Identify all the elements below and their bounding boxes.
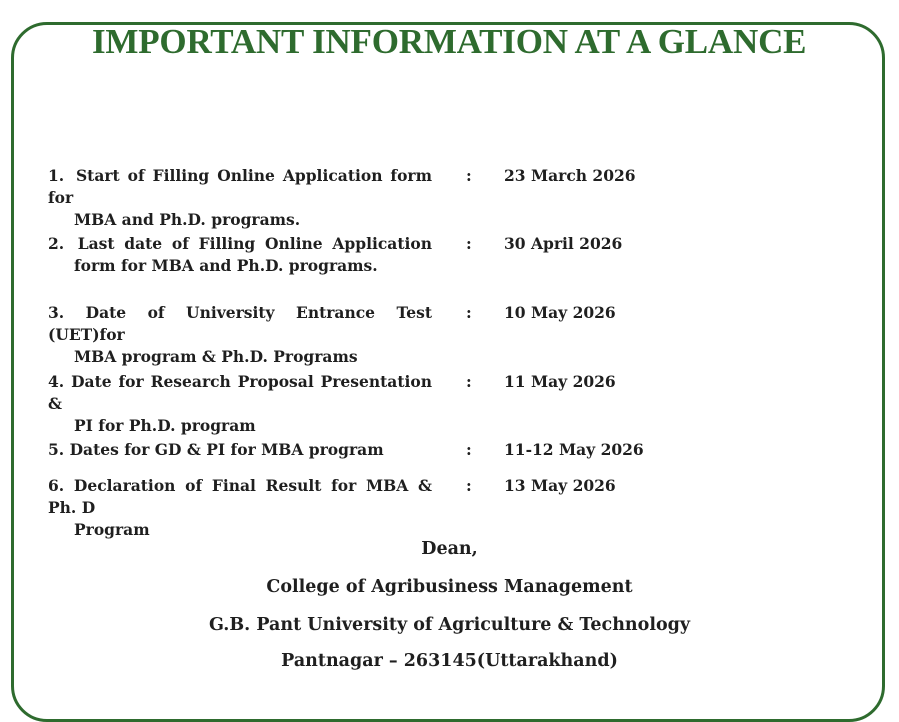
item-text-line1: Dates for GD & PI for MBA program — [69, 440, 384, 459]
item-text-line2: PI for Ph.D. program — [74, 416, 256, 435]
page-title: IMPORTANT INFORMATION AT A GLANCE — [92, 22, 807, 61]
item-number: 3. — [48, 303, 65, 322]
item-text-line1: Date for Research Proposal Presentation & — [48, 372, 432, 413]
info-item-label — [48, 371, 432, 437]
info-item-label — [48, 165, 432, 231]
separator-colon: : — [466, 303, 472, 322]
item-number: 6. — [48, 476, 65, 495]
info-item-label — [48, 475, 432, 541]
separator-colon: : — [466, 166, 472, 185]
footer-address: Pantnagar – 263145(Uttarakhand) — [281, 651, 618, 671]
info-item-label-line1 — [48, 439, 432, 461]
item-date: 11 May 2026 — [504, 372, 616, 391]
separator-colon: : — [466, 234, 472, 253]
info-item-label-line1 — [48, 475, 432, 519]
item-number: 5. — [48, 440, 65, 459]
separator-colon: : — [466, 476, 472, 495]
info-item-label — [48, 302, 432, 368]
info-item-label-line1 — [48, 371, 432, 415]
info-item-label — [48, 439, 432, 461]
item-date: 10 May 2026 — [504, 303, 616, 322]
item-text-line2: form for MBA and Ph.D. programs. — [74, 256, 378, 275]
item-text-line1: Date of University Entrance Test (UET)for — [48, 303, 432, 344]
item-text-line1: Declaration of Final Result for MBA & Ph. D — [48, 476, 432, 517]
separator-colon: : — [466, 440, 472, 459]
info-item-label — [48, 233, 432, 277]
item-number: 1. — [48, 166, 65, 185]
footer-university: G.B. Pant University of Agriculture & Technology — [208, 615, 691, 635]
separator-colon: : — [466, 372, 472, 391]
item-date: 13 May 2026 — [504, 476, 616, 495]
item-number: 2. — [48, 234, 65, 253]
item-date: 11-12 May 2026 — [504, 440, 644, 459]
info-item-label-line1 — [48, 233, 432, 255]
item-text-line2: Program — [74, 520, 150, 539]
info-item-label-line1 — [48, 302, 432, 346]
footer-college: College of Agribusiness Management — [266, 577, 633, 597]
item-number: 4. — [48, 372, 65, 391]
item-text-line2: MBA program & Ph.D. Programs — [74, 347, 358, 366]
item-text-line1: Start of Filling Online Application form for — [48, 166, 432, 207]
info-item-label-line1 — [48, 165, 432, 209]
item-date: 30 April 2026 — [504, 234, 623, 253]
item-text-line1: Last date of Filling Online Application — [77, 234, 432, 253]
item-date: 23 March 2026 — [504, 166, 636, 185]
item-text-line2: MBA and Ph.D. programs. — [74, 210, 301, 229]
footer-dean: Dean, — [421, 539, 478, 559]
